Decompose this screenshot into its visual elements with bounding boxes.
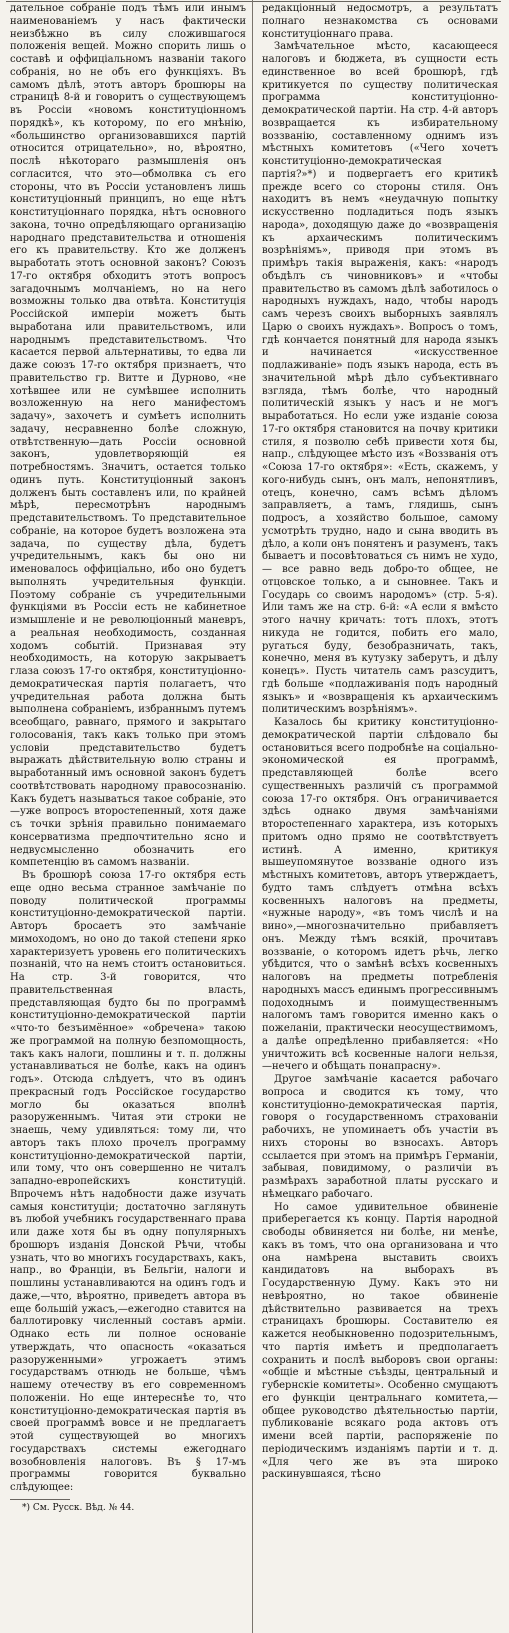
- right-paragraph-2: Замѣчательное мѣсто, касающееся налоговъ и бюджета, въ сущности есть единственное во всей брошюрѣ, гдѣ критикуется по существу политическая программа конституціонно-демократической партіи. На стр. 4-й авторъ возвращается къ избирательному воззванію, составленному однимъ изъ мѣстныхъ комитетовъ («Чего хочетъ конституціонно-демократическая партія?»*) и подвергаетъ его критикѣ прежде всего со стороны стиля. Онъ находитъ въ немъ «неудачную попытку искусственно подладиться подъ языкъ народа», доходящую даже до «возвращенія къ архаическимъ политическимъ возрѣніямъ», приводя при этомъ въ примѣръ такія выраженія, какъ: «народъ объдѣлъ съ чиновниковъ» и «чтобы правительство въ самомъ дѣлѣ заботилось о народныхъ нуждахъ, надо, чтобы народъ самъ черезъ своихъ выборныхъ заявлялъ Царю о своихъ нуждахъ». Вопросъ о томъ, гдѣ кончается понятный для народа языкъ и начинается «искусственное подлаживаніе» подъ языкъ народа, есть въ значительной мѣрѣ дѣло субъективнаго взгляда, тѣмъ болѣе, что народный политическій языкъ у насъ и не могъ выработаться. Но если уже изданіе союза 17-го октября становится на почву критики стиля, я позволю себѣ привести хотя бы, напр., слѣдующее мѣсто изъ «Воззванія отъ «Союза 17-го октября»: «Есть, скажемъ, у кого-нибудь сынъ, онъ малъ, непонятливъ, отецъ, конечно, самъ всѣмъ дѣломъ заправляетъ, а тамъ, глядишь, сынъ подросъ, а хозяйство большое, самому усмотрѣть трудно, надо и сына вводить въ дѣло, а коли онъ понятенъ и разуменъ, такъ бываетъ и посовѣтоваться съ нимъ не худо, — все равно ведь добро-то общее, не отцовское только, а и сыновнее. Такъ и Государь со своимъ народомъ» (стр. 5-я). Или тамъ же на стр. 6-й: «А если я вмѣсто этого начну кричать: тотъ плохъ, этотъ никуда не годится, побить его мало, ругаться буду, безобразничать, такъ, конечно, меня въ кутузку заберутъ, и дѣлу конецъ». Пусть читатель самъ разсудитъ, гдѣ больше «подлаживанія подъ народный языкъ» и «возвращенія къ архаическимъ политическимъ возрѣніямъ».: [262, 41, 498, 716]
- right-paragraph-1: редакціонный недосмотръ, а результатъ полнаго незнакомства съ основами конституціоннаго права.: [262, 3, 498, 40]
- left-paragraph-1: дательное собраніе подъ тѣмъ или инымъ наименованіемъ у насъ фактически неизбѣжно въ силу сложившагося положенія вещей. Можно спорить лишь о составѣ и оффиціальномъ названіи такого собранія, но не объ его функціяхъ. Въ самомъ дѣлѣ, этотъ авторъ брошюры на страницѣ 8-й и говоритъ о существующемъ въ Россіи «новомъ конституціонномъ порядкѣ», къ которому, по его мнѣнію, «большинство организовавшихся партій относится отрицательно», но, вѣроятно, послѣ нѣкотораго размышленія онъ согласится, что это—обмолвка съ его стороны, что въ Россіи установленъ лишь конституціонный принципъ, но еще нѣтъ конституціоннаго порядка, нѣтъ основного закона, точно опредѣляющаго организацію народнаго представительства и отношенія его къ правительству. Кто же долженъ выработать этотъ основной законъ? Союзъ 17-го октября обходитъ этотъ вопросъ загадочнымъ молчаніемъ, но на него возможны только два отвѣта. Конституція Россійской имперіи можетъ быть выработана или правительствомъ, или народнымъ представительствомъ. Что касается первой альтернативы, то едва ли даже союзъ 17-го октября признаетъ, что правительство гр. Витте и Дурново, «не хотѣвшее или не сумѣвшее исполнить возложенную на него манифестомъ задачу», захочетъ и сумѣетъ исполнить задачу, несравненно болѣе сложную, отвѣтственную—дать Россіи основной законъ, удовлетворяющій ея потребностямъ. Значитъ, остается только одинъ путь. Конституціонный законъ долженъ быть составленъ или, по крайней мѣрѣ, пересмотрѣнъ народнымъ представительствомъ. То представительное собраніе, на которое будетъ возложена эта задача, по существу дѣла, будетъ учредительнымъ, какъ бы оно ни именовалось оффиціально, ибо оно будетъ выполнять учредительныя функціи. Поэтому собраніе съ учредительными функціями въ Россіи есть не кабинетное измышленіе и не революціонный маневръ, а реальная необходимость, созданная ходомъ событій. Признавая эту необходимость, на которую закрываетъ глаза союзъ 17-го октября, конституціонно-демократическая партія полагаетъ, что учредительная работа должна быть выполнена собраніемъ, избраннымъ путемъ всеобщаго, равнаго, прямого и закрытаго голосованія, такъ какъ только при этомъ условіи представительство будетъ выражать дѣйствительную волю страны и выработанный имъ основной законъ будетъ соотвѣтствовать народному правосознанію. Какъ будетъ называться такое собраніе, это—уже вопросъ второстепенный, хотя даже съ точки зрѣнія правильно понимаемаго консерватизма предпочтительно ясно и недвусмысленно обозначить его компетенцію въ самомъ названіи.: [10, 3, 246, 869]
- right-column: [262, 3, 498, 1482]
- right-paragraph-4: Другое замѣчаніе касается рабочаго вопроса и сводится къ тому, что конституціонно-демократическая партія, говоря о государственномъ страхованіи рабочихъ, не упоминаетъ объ участіи въ нихъ стороны во взносахъ. Авторъ ссылается при этомъ на примѣръ Германіи, забывая, повидимому, о различіи въ размѣрахъ заработной платы русскаго и нѣмецкаго рабочаго.: [262, 1074, 498, 1200]
- left-paragraph-2: Въ брошюрѣ союза 17-го октября есть еще одно весьма странное замѣчаніе по поводу политической программы конституціонно-демократической партіи. Авторъ бросаетъ это замѣчаніе мимоходомъ, но оно до такой степени ярко характеризуетъ уровень его политическихъ познаній, что на немъ стоитъ остановиться. На стр. 3-й говорится, что правительственная власть, представляющая будто бы по программѣ конституціонно-демократической партіи «что-то безъимённое» «обречена» такою же программой на полную безпомощность, такъ какъ налоги, пошлины и т. п. должны устанавливаться не болѣе, какъ на одинъ годъ». Отсюда слѣдуетъ, что въ одинъ прекрасный годъ Россійское государство могло бы оказаться вполнѣ разоруженнымъ. Читая эти строки не знаешь, чему удивляться: тому ли, что авторъ такъ плохо прочелъ программу конституціонно-демократической партіи, или тому, что онъ совершенно не читалъ западно-европейскихъ конституцій. Впрочемъ нѣтъ надобности даже изучать самыя конституціи; достаточно заглянуть въ любой учебникъ государственнаго права или даже хотя бы въ одну популярныхъ брошюръ изданія Донской Рѣчи, чтобы узнать, что во многихъ государствахъ, какъ, напр., во Франціи, въ Бельгіи, налоги и пошлины устанавливаются на одинъ годъ и даже,—что, вѣроятно, приведетъ автора въ еще большій ужасъ,—ежегодно ставится на баллотировку численный составъ арміи. Однако есть ли полное основаніе утверждать, что опасность «оказаться разоруженными» угрожаетъ этимъ государствамъ отнюдь не больше, чѣмъ нашему отечеству въ его современномъ положеніи. Но еще интереснѣе то, что конституціонно-демократическая партія въ своей программѣ вовсе и не предлагаетъ этой существующей во многихъ государствахъ системы ежегоднаго возобновленія налоговъ. Въ § 17-мъ программы говорится буквально слѣдующее:: [10, 870, 246, 1493]
- right-paragraph-5: Но самое удивительное обвиненіе приберегается къ концу. Партія народной свободы обвиняется ни болѣе, ни менѣе, какъ въ томъ, что она организована и что она намѣрена выставить своихъ кандидатовъ на выборахъ въ Государственную Думу. Какъ это ни невѣроятно, но такое обвиненіе дѣйствительно развивается на трехъ страницахъ брошюры. Составителю ея кажется необыкновенно подозрительнымъ, что партія имѣетъ и предполагаетъ сохранить и послѣ выборовъ свои органы: «общіе и мѣстные съѣзды, центральный и губернскіе комитеты». Особенно смущаютъ его функціи центральнаго комитета,—общее руководство дѣятельностью партіи, публикованіе всякаго рода актовъ отъ имени всей партіи, распоряженіе по періодическимъ изданіямъ партіи и т. д. «Для чего же въ эта широко раскинувшаяся, тѣсно: [262, 1201, 498, 1481]
- top-rule: [6, 1, 501, 2]
- footnote-rule: [10, 1499, 70, 1500]
- right-paragraph-3: Казалось бы критику конституціонно-демократической партіи слѣдовало бы остановиться всего подробнѣе на соціально-экономической ея программѣ, представляющей болѣе всего существенныхъ различій съ программой союза 17-го октября. Онъ ограничивается здѣсь однако двумя замѣчаніями второстепеннаго характера, изъ которыхъ притомъ одно прямо не соотвѣтствуетъ истинѣ. А именно, критикуя вышеупомянутое воззваніе одного изъ мѣстныхъ комитетовъ, авторъ утверждаетъ, будто тамъ слѣдуетъ отмѣна всѣхъ косвенныхъ налоговъ на предметы, «нужные народу», «въ томъ числѣ и на вино»,—многозначительно прибавляетъ онъ. Между тѣмъ всякій, прочитавъ воззваніе, о которомъ идетъ рѣчь, легко убѣдится, что о замѣнѣ всѣхъ косвенныхъ налоговъ на предметы потребленія народныхъ массъ единымъ прогрессивнымъ подоходнымъ и поимущественнымъ налогомъ тамъ говорится именно какъ о пожеланіи, практически неосуществимомъ, а далѣе опредѣленно прибавляется: «Но уничтожить всѣ косвенные налоги нельзя,—нечего и обѣщать понапрасну».: [262, 717, 498, 1073]
- footnote: *) См. Русск. Вѣд. № 44.: [22, 1502, 135, 1513]
- left-column: [10, 3, 246, 1514]
- column-divider: [252, 0, 253, 1633]
